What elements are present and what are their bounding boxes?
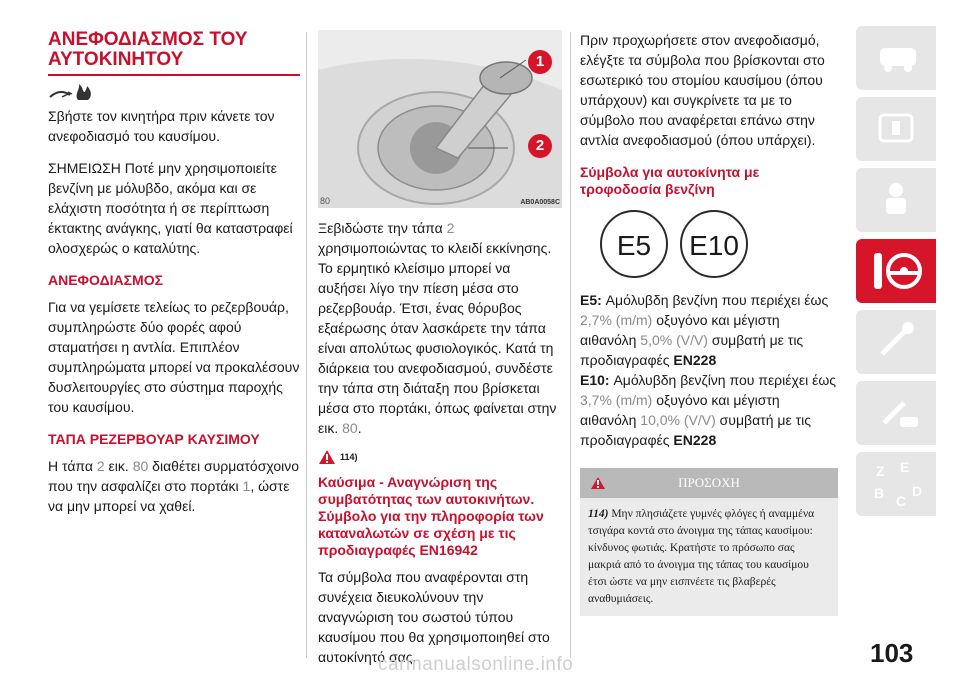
e5-description: E5: Αμόλυβδη βενζίνη που περιέχει έως 2,7% (m/m) οξυγόνο και μέγιστη αιθανόλη 5,0% (V/V) συμβατή με τις προδιαγραφές EN228 (580, 292, 829, 368)
column-divider (306, 32, 307, 658)
warning-box (580, 498, 838, 616)
warning-title: ΠΡΟΣΟΧΗ (678, 475, 740, 490)
tab-car-icon[interactable] (856, 26, 936, 90)
svg-text:E: E (900, 459, 910, 475)
warning-number: 114) (588, 508, 609, 520)
intro-text: Σβήστε τον κινητήρα πριν κάνετε τον ανεφοδιασμό του καυσίμου. (48, 108, 275, 144)
unscrew-text: Ξεβιδώστε την τάπα 2 χρησιμοποιώντας το κλειδί εκκίνησης. Το ερμητικό κλείσιμο μπορεί να αυξήσει λίγο την πίεση μέσα στο ρεζερβουάρ. Έτσι, ένας θόρυβος εξαέρωσης όταν λασκάρετε την τάπα είναι απολύτως φυσιολογικός. Κατά τη διάρκεια του ανεφοδιασμού, συνδέστε την τάπα στη διάταξη που βρίσκεται μέσα στο πορτάκι, όπως φαίνεται στην εικ. 80. (318, 220, 557, 436)
column-left (48, 30, 300, 516)
fuel-symbols (580, 210, 838, 280)
warning-ref-number: 114) (340, 451, 358, 462)
heading-compatibility: Καύσιμα - Αναγνώριση της συμβατότητας των αυτοκινήτων. Σύμβολο για την πληροφορία των καταναλωτών σε σχέση με τις προδιαγραφές EN16942 (318, 474, 544, 558)
refuel-text: Για να γεμίσετε τελείως το ρεζερβουάρ, συμπληρώστε δύο φορές αφού σταματήσει η αντλία. Επιπλέον συμπληρώματα μπορεί να προκαλέσουν δυσλειτουργίες στο σύστημα παροχής του καυσίμου. (48, 299, 300, 415)
fuel-cap-illustration (318, 30, 562, 208)
warning-reference (318, 448, 562, 470)
heading-refuel: ΑΝΕΦΟΔΙΑΣΜΟΣ (48, 272, 163, 288)
column-right (580, 30, 838, 616)
heading-petrol-symbols: Σύμβολα για αυτοκίνητα με τροφοδοσία βενζίνη (580, 164, 760, 197)
check-symbols-text: Πριν προχωρήσετε στον ανεφοδιασμό, ελέγξτε τα σύμβολα που βρίσκονται στο εσωτερικό του στομίου καυσίμου (όπου υπάρχουν) και συγκρίνετε τα με το σύμβολο που αναφέρεται επάνω στην αντλία ανεφοδιασμού (όπου υπάρχει). (580, 32, 825, 148)
heading-fuel-cap: ΤΑΠΑ ΡΕΖΕΡΒΟΥΑΡ ΚΑΥΣΙΜΟΥ (48, 431, 260, 447)
tab-alphabet-index-icon[interactable] (856, 452, 936, 516)
figure-number: 80 (320, 196, 331, 206)
fuel-cap-figure (318, 30, 562, 208)
callout-2: 2 (528, 134, 552, 158)
warning-triangle-icon (590, 476, 606, 490)
callout-1: 1 (528, 50, 552, 74)
warning-text: Μην πλησιάζετε γυμνές φλόγες ή αναμμένα τσιγάρα κοντά στο άνοιγμα της τάπας καυσίμου: κίνδυνος φωτιάς. Κρατήστε το πρόσωπο σας μακριά από το άνοιγμα της τάπας του καυσίμου έτσι ώστε να μην εισπνέετε τις βλαβερές αναθυμιάσεις. (588, 508, 815, 605)
column-divider (570, 32, 571, 658)
watermark: carmanualsonline.info (378, 654, 574, 675)
e5-symbol: E5 (600, 210, 668, 278)
svg-text:B: B (874, 485, 885, 501)
page-number: 103 (870, 638, 914, 668)
section-title: ΑΝΕΦΟΔΙΑΣΜΟΣ ΤΟΥ ΑΥΤΟΚΙΝΗΤΟΥ (48, 29, 248, 70)
e10-symbol: E10 (680, 210, 748, 278)
fuel-cap-text: Η τάπα 2 εικ. 80 διαθέτει συρματόσχοινο που την ασφαλίζει στο πορτάκι 1, ώστε να μην μπορεί να χαθεί. (48, 458, 299, 514)
tab-wrench-car-icon[interactable] (856, 381, 936, 445)
warning-triangle-icon (318, 449, 336, 465)
column-middle (318, 30, 562, 667)
svg-text:Z: Z (876, 463, 885, 479)
compatibility-text: Τα σύμβολα που αναφέρονται στη συνέχεια διευκολύνουν την αναγνώριση του σωστού τύπου καυσίμου που θα χρησιμοποιηθεί στο αυτοκίνητό σας. (318, 569, 550, 665)
e10-description: E10: Αμόλυβδη βενζίνη που περιέχει έως 3,7% (m/m) οξυγόνο και μέγιστη αιθανόλη 10,0% (V/V) συμβατή με τις προδιαγραφές EN228 (580, 372, 837, 448)
flame-warning-icon (48, 80, 300, 104)
tab-key-steering-icon[interactable] (856, 239, 936, 303)
warning-header (580, 468, 838, 498)
svg-text:D: D (912, 483, 923, 499)
chapter-tabs (856, 26, 952, 523)
title-rule (48, 74, 300, 76)
tab-tools-icon[interactable] (856, 310, 936, 374)
figure-code: AB0A0058C (520, 199, 560, 206)
tab-warning-light-icon[interactable] (856, 97, 936, 161)
svg-text:C: C (896, 493, 907, 509)
note-text: ΣΗΜΕΙΩΣΗ Ποτέ μην χρησιμοποιείτε βενζίνη με μόλυβδο, ακόμα και σε ελάχιστη ποσότητα ή σε περίπτωση έκτακτης ανάγκης, γιατί θα καταστραφεί ολοσχερώς ο καταλύτης. (48, 160, 293, 256)
tab-seat-icon[interactable] (856, 168, 936, 232)
